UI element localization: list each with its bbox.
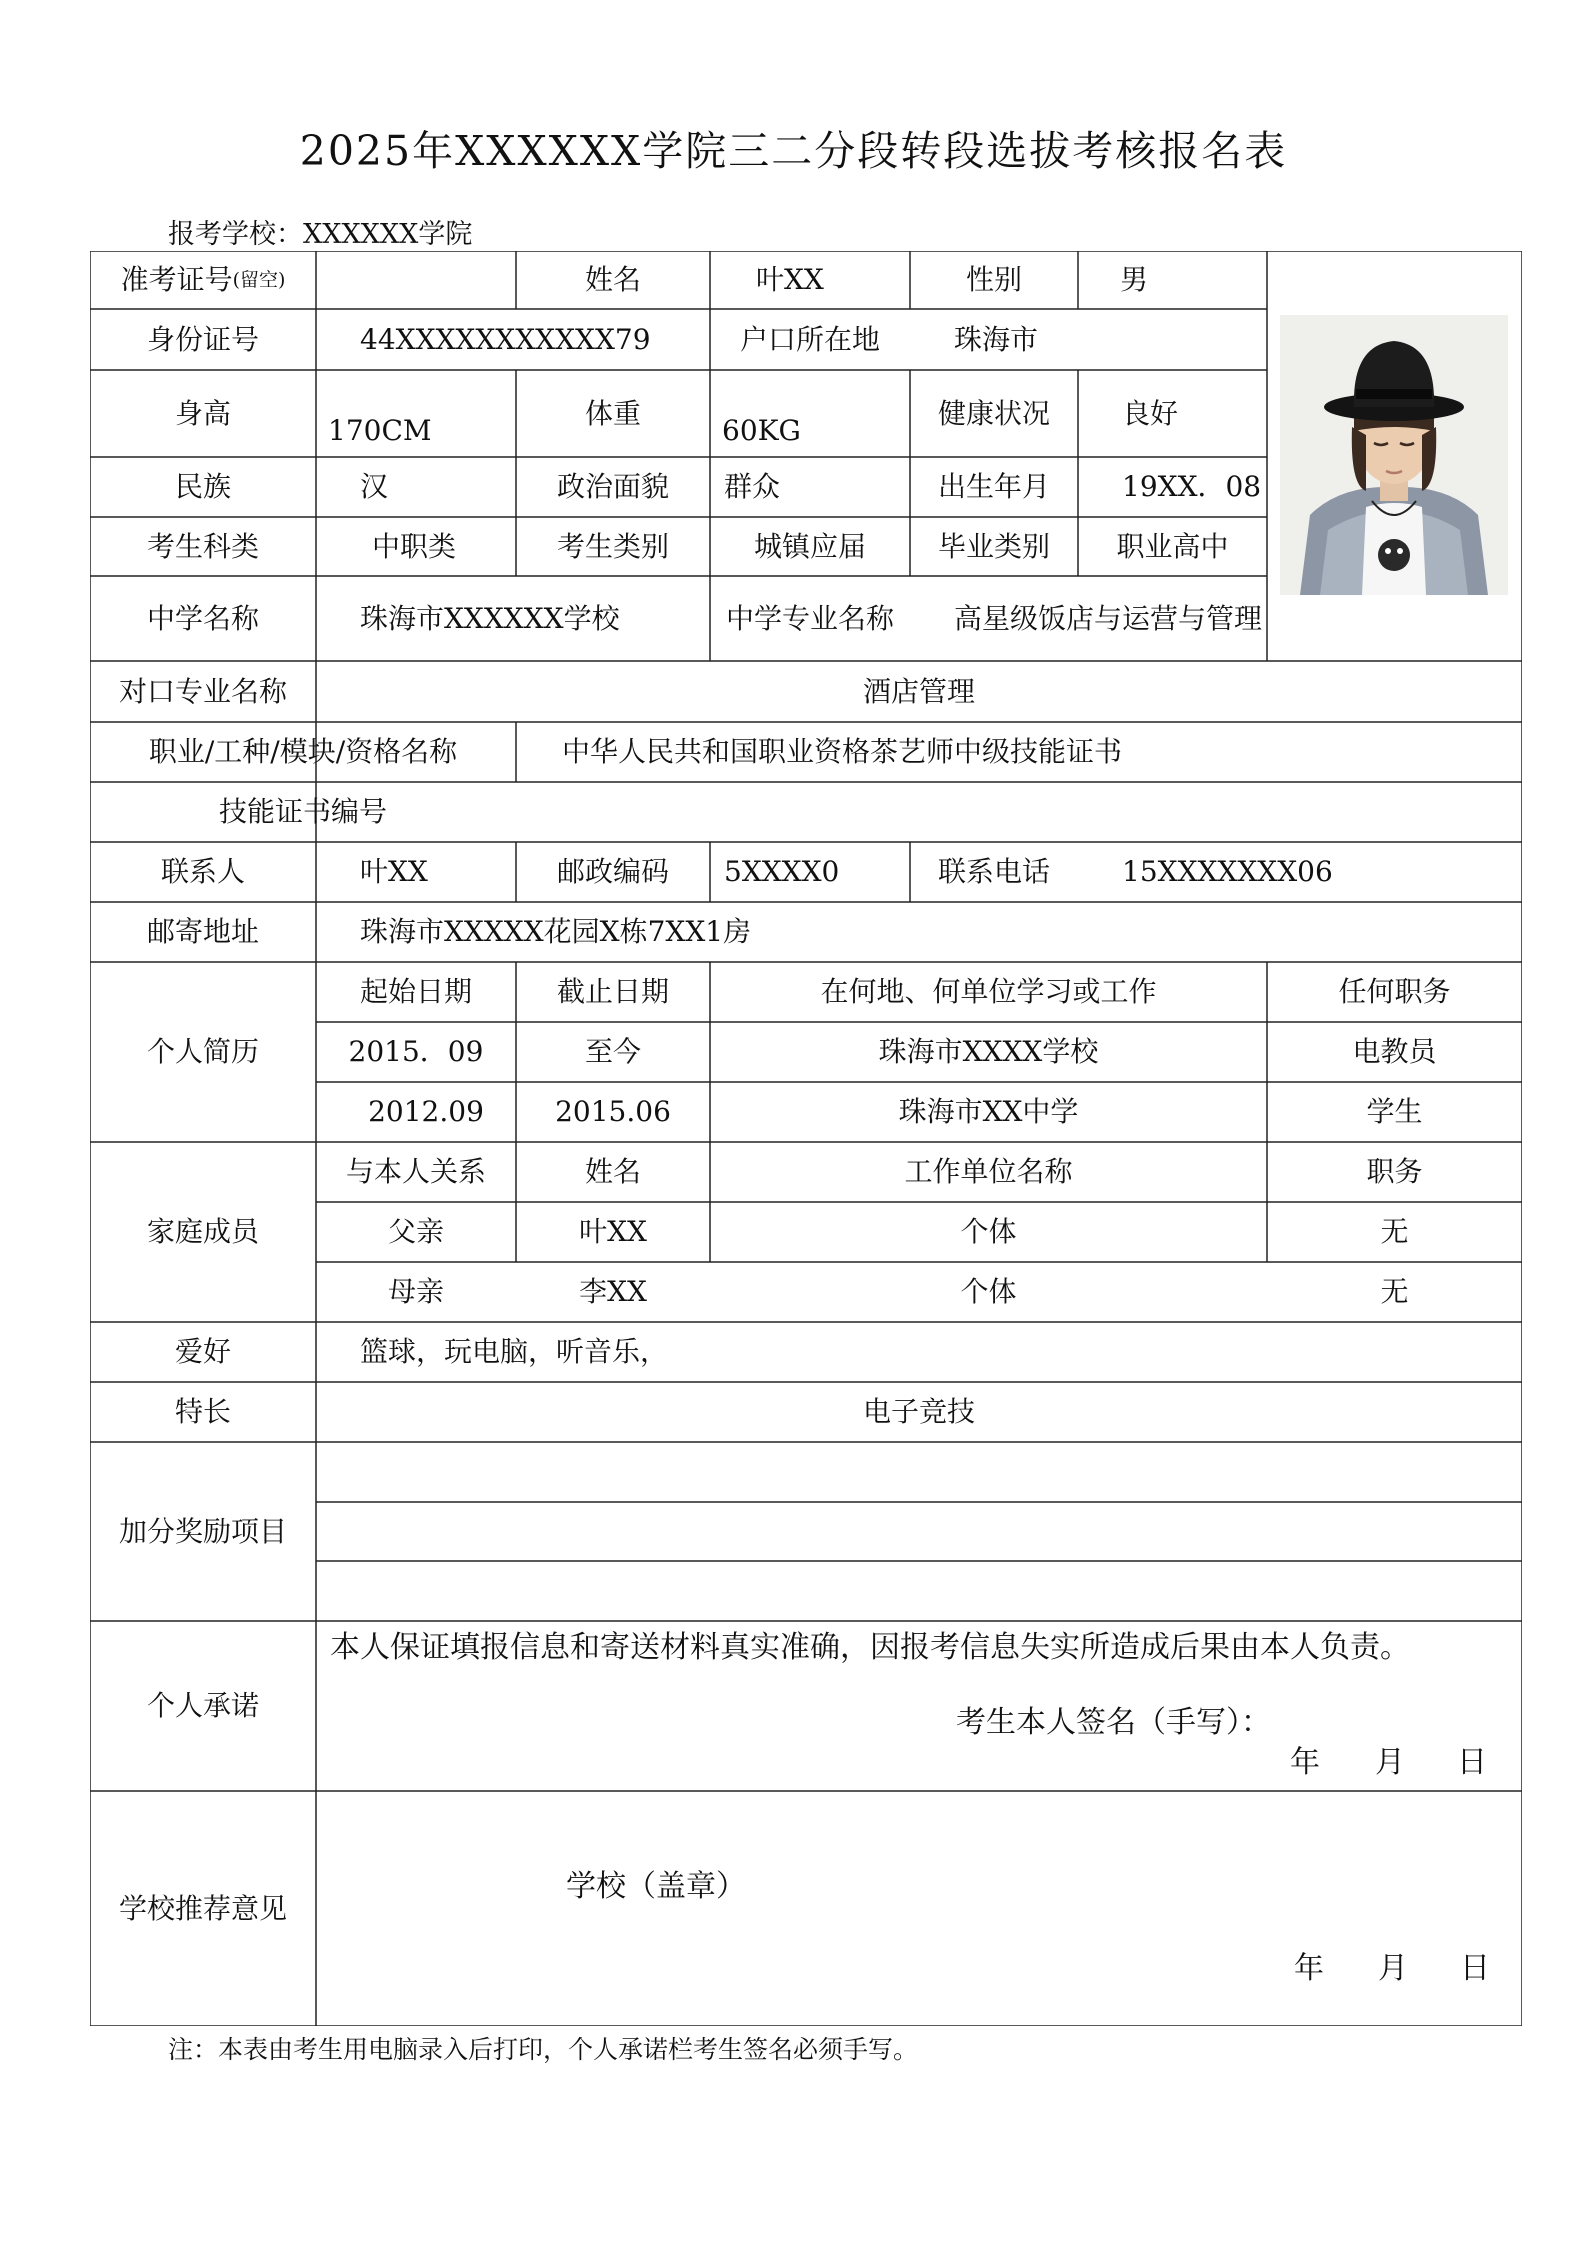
applicant-photo bbox=[1280, 315, 1508, 595]
id-number-value[interactable]: 44XXXXXXXXXXX79 bbox=[360, 322, 651, 356]
recommend-year: 年 bbox=[1294, 1951, 1324, 1986]
height-value[interactable]: 170CM bbox=[328, 414, 432, 447]
family-row-1-name[interactable]: 叶XX bbox=[579, 1215, 647, 1248]
school-name-label: 中学名称 bbox=[146, 601, 259, 635]
exam-number-label-text: 准考证号 bbox=[120, 263, 233, 296]
family-row-2-employer[interactable]: 个体 bbox=[960, 1275, 1017, 1308]
resume-header-end: 截止日期 bbox=[556, 975, 669, 1008]
hobby-label: 爱好 bbox=[174, 1335, 231, 1368]
resume-row-1-end[interactable]: 至今 bbox=[584, 1035, 641, 1068]
school-recommendation-label: 学校推荐意见 bbox=[118, 1891, 287, 1925]
school-name-value[interactable]: 珠海市XXXXXX学校 bbox=[360, 601, 620, 635]
family-header-name: 姓名 bbox=[584, 1155, 641, 1188]
school-major-label: 中学专业名称 bbox=[725, 601, 894, 635]
pledge-label: 个人承诺 bbox=[146, 1689, 259, 1722]
specialty-label: 特长 bbox=[174, 1395, 231, 1428]
resume-row-2-place[interactable]: 珠海市XX中学 bbox=[898, 1095, 1079, 1128]
mailing-address-label: 邮寄地址 bbox=[146, 915, 259, 948]
id-number-label: 身份证号 bbox=[146, 322, 259, 356]
birth-date-label: 出生年月 bbox=[937, 470, 1050, 503]
recommend-day: 日 bbox=[1460, 1951, 1490, 1986]
graduation-type-label: 毕业类别 bbox=[937, 529, 1050, 563]
name-label: 姓名 bbox=[584, 263, 641, 296]
contact-person-value[interactable]: 叶XX bbox=[360, 855, 428, 888]
resume-row-2-position[interactable]: 学生 bbox=[1366, 1095, 1423, 1128]
gender-value[interactable]: 男 bbox=[1120, 263, 1149, 296]
family-row-2-relation[interactable]: 母亲 bbox=[387, 1275, 444, 1308]
postcode-value[interactable]: 5XXXX0 bbox=[724, 855, 840, 888]
recommend-month: 月 bbox=[1378, 1951, 1408, 1986]
target-major-label: 对口专业名称 bbox=[118, 674, 287, 708]
applied-school-line: 报考学校：XXXXXX学院 bbox=[168, 219, 473, 250]
exam-number-hint: (留空) bbox=[232, 269, 286, 291]
health-value[interactable]: 良好 bbox=[1122, 396, 1179, 430]
hukou-label: 户口所在地 bbox=[739, 322, 880, 356]
subject-type-value[interactable]: 中职类 bbox=[372, 529, 457, 563]
family-row-2-position[interactable]: 无 bbox=[1380, 1275, 1409, 1308]
bonus-item-row-2[interactable] bbox=[316, 1502, 1522, 1561]
school-stamp-label: 学校（盖章） bbox=[566, 1869, 746, 1904]
hukou-value[interactable]: 珠海市 bbox=[954, 322, 1039, 356]
applicant-photo-image bbox=[1280, 315, 1508, 595]
resume-label: 个人简历 bbox=[146, 1035, 259, 1068]
resume-row-1-place[interactable]: 珠海市XXXX学校 bbox=[878, 1035, 1099, 1068]
weight-label: 体重 bbox=[584, 396, 641, 430]
family-header-relation: 与本人关系 bbox=[345, 1155, 486, 1188]
registration-form-table bbox=[90, 251, 1522, 2026]
resume-header-position: 任何职务 bbox=[1338, 975, 1451, 1008]
mailing-address-value[interactable]: 珠海市XXXXX花园X栋7XX1房 bbox=[360, 915, 752, 948]
pledge-month: 月 bbox=[1375, 1745, 1405, 1780]
phone-label: 联系电话 bbox=[937, 855, 1050, 888]
family-row-1-position[interactable]: 无 bbox=[1380, 1215, 1409, 1248]
pledge-year: 年 bbox=[1290, 1745, 1320, 1780]
name-value[interactable]: 叶XX bbox=[756, 263, 824, 296]
subject-type-label: 考生科类 bbox=[146, 529, 259, 563]
resume-row-1-position[interactable]: 电教员 bbox=[1352, 1035, 1437, 1068]
certificate-name-value[interactable]: 中华人民共和国职业资格茶艺师中级技能证书 bbox=[562, 735, 1123, 768]
candidate-category-label: 考生类别 bbox=[556, 529, 669, 563]
form-title: 2025年XXXXXX学院三二分段转段选拔考核报名表 bbox=[299, 127, 1288, 175]
pledge-text: 本人保证填报信息和寄送材料真实准确，因报考信息失实所造成后果由本人负责。 bbox=[330, 1630, 1410, 1665]
gender-label: 性别 bbox=[965, 263, 1022, 296]
ethnicity-label: 民族 bbox=[174, 470, 231, 503]
weight-value[interactable]: 60KG bbox=[722, 414, 801, 447]
family-header-employer: 工作单位名称 bbox=[904, 1155, 1073, 1188]
phone-value[interactable]: 15XXXXXXX06 bbox=[1122, 855, 1333, 888]
political-status-value[interactable]: 群众 bbox=[724, 470, 781, 503]
family-row-2-name[interactable]: 李XX bbox=[579, 1275, 647, 1308]
exam-number-value[interactable] bbox=[316, 251, 516, 309]
birth-date-value[interactable]: 19XX．08 bbox=[1122, 470, 1262, 503]
family-row-1-employer[interactable]: 个体 bbox=[960, 1215, 1017, 1248]
graduation-type-value[interactable]: 职业高中 bbox=[1116, 529, 1229, 563]
footer-note: 注：本表由考生用电脑录入后打印，个人承诺栏考生签名必须手写。 bbox=[168, 2035, 919, 2064]
resume-header-place: 在何地、何单位学习或工作 bbox=[820, 975, 1157, 1008]
family-row-1-relation[interactable]: 父亲 bbox=[387, 1215, 444, 1248]
resume-row-1-start[interactable]: 2015．09 bbox=[348, 1035, 484, 1068]
political-status-label: 政治面貌 bbox=[556, 470, 669, 503]
family-label: 家庭成员 bbox=[146, 1215, 259, 1248]
specialty-value[interactable]: 电子竞技 bbox=[862, 1395, 975, 1428]
ethnicity-value[interactable]: 汉 bbox=[360, 470, 389, 503]
resume-row-2-end[interactable]: 2015.06 bbox=[555, 1095, 671, 1128]
resume-row-2-start[interactable]: 2012.09 bbox=[368, 1095, 484, 1128]
pledge-signature-label: 考生本人签名（手写）： bbox=[956, 1705, 1271, 1740]
hobby-value[interactable]: 篮球，玩电脑，听音乐， bbox=[360, 1335, 669, 1368]
bonus-item-row-3[interactable] bbox=[316, 1561, 1522, 1621]
school-major-value[interactable]: 高星级饭店与运营与管理 bbox=[954, 601, 1263, 635]
resume-header-start: 起始日期 bbox=[359, 975, 472, 1008]
pledge-day: 日 bbox=[1457, 1745, 1487, 1780]
target-major-value[interactable]: 酒店管理 bbox=[862, 674, 975, 708]
exam-number-label bbox=[90, 251, 316, 309]
candidate-category-value[interactable]: 城镇应届 bbox=[753, 529, 866, 563]
certificate-number-label: 技能证书编号 bbox=[218, 795, 387, 828]
family-header-position: 职务 bbox=[1366, 1155, 1423, 1188]
health-label: 健康状况 bbox=[937, 396, 1050, 430]
contact-person-label: 联系人 bbox=[160, 855, 245, 888]
bonus-items-label: 加分奖励项目 bbox=[118, 1514, 287, 1548]
bonus-item-row-1[interactable] bbox=[316, 1442, 1522, 1502]
postcode-label: 邮政编码 bbox=[556, 855, 669, 888]
height-label: 身高 bbox=[174, 396, 231, 430]
certificate-number-value[interactable] bbox=[516, 782, 1522, 842]
certificate-name-label: 职业/工种/模块/资格名称 bbox=[148, 735, 458, 768]
